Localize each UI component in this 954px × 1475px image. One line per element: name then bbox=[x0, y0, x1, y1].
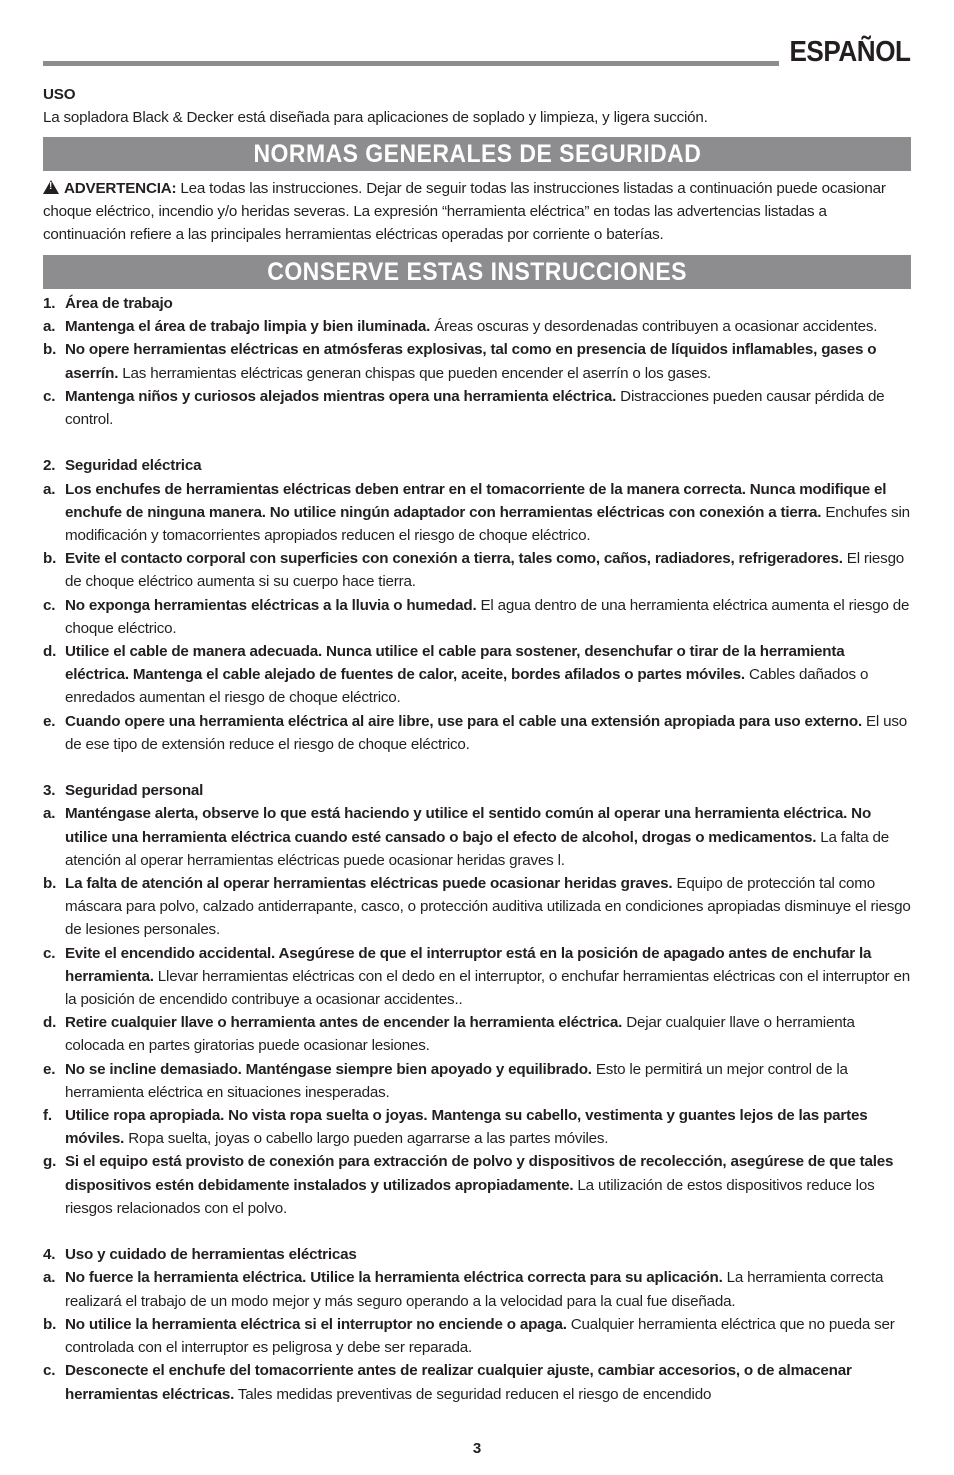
section-spacer bbox=[43, 431, 911, 454]
section-title: Área de trabajo bbox=[65, 295, 173, 312]
item-letter: b. bbox=[43, 341, 57, 359]
uso-section bbox=[43, 83, 911, 129]
list-item bbox=[43, 942, 911, 1012]
warning-paragraph bbox=[43, 177, 911, 247]
section-number: 4. bbox=[43, 1246, 56, 1264]
item-letter: e. bbox=[43, 712, 56, 730]
keep-instructions-banner bbox=[43, 255, 911, 289]
list-item bbox=[43, 710, 911, 756]
section-heading bbox=[43, 1243, 911, 1266]
list-item bbox=[43, 1011, 911, 1057]
item-bold-text: Cuando opere una herramienta eléctrica al aire libre, use para el cable una extensión apropiada para uso externo. bbox=[65, 712, 862, 730]
page-number: 3 bbox=[472, 1440, 482, 1457]
list-item bbox=[43, 1104, 911, 1150]
warning-text: Lea todas las instrucciones. Dejar de seguir todas las instrucciones listadas a continuación puede ocasionar choque eléctrico, incendio y/o heridas severas. La expresión “herramienta eléctrica” en todas las advertencias listadas a continuación refiere a las principales herramientas eléctricas operadas por corriente o baterías. bbox=[43, 180, 886, 244]
item-letter: b. bbox=[43, 875, 57, 893]
item-text: Ropa suelta, joyas o cabello largo pueden agarrarse a las partes móviles. bbox=[124, 1130, 609, 1148]
list-item bbox=[43, 802, 911, 872]
item-text: La utilización de estos dispositivos reduce los riesgos relacionados con el polvo. bbox=[65, 1176, 875, 1217]
item-text: La herramienta correcta realizará el trabajo de un modo mejor y más seguro operando a la velocidad para la cual fue diseñada. bbox=[65, 1269, 884, 1310]
item-letter: c. bbox=[43, 387, 56, 405]
section-number: 3. bbox=[43, 782, 56, 800]
uso-text: La sopladora Black & Decker está diseñada para aplicaciones de soplado y limpieza, y ligera succión. bbox=[43, 109, 708, 127]
item-text: Dejar cualquier llave o herramienta colocada en partes giratorias puede ocasionar lesiones. bbox=[65, 1014, 855, 1055]
item-letter: c. bbox=[43, 944, 56, 962]
item-letter: c. bbox=[43, 1362, 56, 1380]
item-text: Cualquier herramienta eléctrica que no pueda ser controlada con el interruptor es peligrosa y debe ser reparada. bbox=[65, 1315, 895, 1357]
uso-title: USO bbox=[43, 86, 76, 103]
section-title: Uso y cuidado de herramientas eléctricas bbox=[65, 1246, 357, 1264]
section-title: Seguridad eléctrica bbox=[65, 457, 202, 475]
item-bold-text: Evite el contacto corporal con superficies con conexión a tierra, tales como, caños, radiadores, refrigeradores. bbox=[65, 550, 843, 568]
item-letter: a. bbox=[43, 805, 56, 823]
item-letter: c. bbox=[43, 596, 56, 614]
list-item bbox=[43, 1150, 911, 1220]
list-item bbox=[43, 1058, 911, 1104]
section-spacer bbox=[43, 756, 911, 779]
item-letter: a. bbox=[43, 318, 56, 336]
list-item bbox=[43, 478, 911, 548]
list-item bbox=[43, 547, 911, 593]
list-item bbox=[43, 594, 911, 640]
section-number: 2. bbox=[43, 457, 56, 475]
warning-label: ADVERTENCIA: bbox=[64, 180, 177, 197]
section-heading bbox=[43, 454, 911, 477]
list-item bbox=[43, 1359, 911, 1405]
item-bold-text: Retire cualquier llave o herramienta antes de encender la herramienta eléctrica. bbox=[65, 1014, 623, 1032]
item-text: Enchufes sin modificación y tomacorrientes apropiados reducen el riesgo de choque eléctrico. bbox=[65, 503, 910, 545]
list-item bbox=[43, 315, 911, 338]
item-text: Llevar herramientas eléctricas con el dedo en el interruptor, o enchufar herramientas eléctricas con el interruptor en la posición de encendido contribuye a ocasionar accidentes.. bbox=[65, 967, 911, 1009]
item-letter: d. bbox=[43, 643, 57, 661]
list-item bbox=[43, 872, 911, 942]
header-rule bbox=[43, 61, 779, 66]
section-heading bbox=[43, 292, 911, 315]
list-item bbox=[43, 1313, 911, 1359]
list-item bbox=[43, 640, 911, 710]
section-number: 1. bbox=[43, 295, 56, 312]
item-text: Esto le permitirá un mejor control de la herramienta eléctrica en situaciones inesperadas. bbox=[65, 1060, 848, 1101]
item-text: El agua dentro de una herramienta eléctrica aumenta el riesgo de choque eléctrico. bbox=[65, 596, 910, 637]
item-bold-text: La falta de atención al operar herramientas eléctricas puede ocasionar heridas graves. bbox=[65, 875, 673, 893]
item-bold-text: No utilice la herramienta eléctrica si el interruptor no enciende o apaga. bbox=[65, 1315, 567, 1333]
item-bold-text: Utilice el cable de manera adecuada. Nunca utilice el cable para sostener, desenchufar o tirar de la herramienta eléctrica. Mantenga el cable alejado de fuentes de calor, aceite, bordes afilados o partes móviles. bbox=[65, 643, 845, 684]
list-item bbox=[43, 385, 911, 431]
safety-sections bbox=[43, 292, 911, 1406]
item-bold-text: Mantenga el área de trabajo limpia y bien iluminada. bbox=[65, 318, 431, 336]
item-text: Cables dañados o enredados aumentan el riesgo de choque eléctrico. bbox=[65, 666, 869, 707]
item-letter: f. bbox=[43, 1107, 52, 1125]
item-letter: a. bbox=[43, 480, 56, 498]
item-bold-text: No exponga herramientas eléctricas a la lluvia o humedad. bbox=[65, 596, 477, 614]
section-title: Seguridad personal bbox=[65, 782, 204, 800]
language-title: ESPAÑOL bbox=[789, 36, 911, 68]
keep-banner-text: CONSERVE ESTAS INSTRUCCIONES bbox=[267, 258, 687, 286]
item-text: El riesgo de choque eléctrico aumenta si su cuerpo hace tierra. bbox=[65, 550, 905, 591]
item-bold-text: Mantenga niños y curiosos alejados mientras opera una herramienta eléctrica. bbox=[65, 387, 617, 405]
item-letter: e. bbox=[43, 1060, 56, 1078]
item-bold-text: Si el equipo está provisto de conexión para extracción de polvo y dispositivos de recolección, asegúrese de que tales dispositivos estén debidamente instalados y utilizados apropiadamente. bbox=[65, 1153, 894, 1194]
item-text: El uso de ese tipo de extensión reduce el riesgo de choque eléctrico. bbox=[65, 712, 908, 753]
item-bold-text: No fuerce la herramienta eléctrica. Utilice la herramienta eléctrica correcta para su aplicación. bbox=[65, 1269, 723, 1287]
safety-banner-text: NORMAS GENERALES DE SEGURIDAD bbox=[253, 140, 701, 168]
item-text: Tales medidas preventivas de seguridad reducen el riesgo de encendido bbox=[234, 1385, 712, 1403]
list-item bbox=[43, 1266, 911, 1312]
item-letter: b. bbox=[43, 1315, 57, 1333]
item-bold-text: Manténgase alerta, observe lo que está haciendo y utilice el sentido común al operar una herramienta eléctrica. No utilice una herramienta eléctrica cuando esté cansado o bajo el efecto de alcohol, drogas o medicamentos. bbox=[65, 805, 872, 846]
item-letter: d. bbox=[43, 1014, 57, 1032]
item-text: Distracciones pueden causar pérdida de control. bbox=[65, 387, 885, 429]
section-heading bbox=[43, 779, 911, 802]
item-text: Las herramientas eléctricas generan chispas que pueden encender el aserrín o los gases. bbox=[118, 364, 712, 382]
item-bold-text: Utilice ropa apropiada. No vista ropa suelta o joyas. Mantenga su cabello, vestimenta y guantes lejos de las partes móviles. bbox=[65, 1107, 868, 1148]
item-bold-text: Los enchufes de herramientas eléctricas deben entrar en el tomacorriente de la manera correcta. Nunca modifique el enchufe de ninguna manera. No utilice ningún adaptador con herramientas eléctricas con conexión a tierra. bbox=[65, 480, 887, 521]
item-bold-text: Evite el encendido accidental. Asegúrese de que el interruptor está en la posición de apagado antes de enchufar la herramienta. bbox=[65, 944, 872, 985]
item-letter: b. bbox=[43, 550, 57, 568]
item-text: Áreas oscuras y desordenadas contribuyen a ocasionar accidentes. bbox=[430, 318, 878, 336]
item-bold-text: No opere herramientas eléctricas en atmósferas explosivas, tal como en presencia de líquidos inflamables, gases o aserrín. bbox=[65, 341, 877, 382]
list-item bbox=[43, 338, 911, 384]
item-bold-text: No se incline demasiado. Manténgase siempre bien apoyado y equilibrado. bbox=[65, 1060, 592, 1078]
item-letter: a. bbox=[43, 1269, 56, 1287]
safety-banner bbox=[43, 137, 911, 171]
item-letter: g. bbox=[43, 1153, 57, 1171]
item-text: La falta de atención al operar herramientas eléctricas puede ocasionar heridas graves l. bbox=[65, 828, 890, 869]
section-spacer bbox=[43, 1220, 911, 1243]
warning-triangle-icon bbox=[43, 180, 59, 194]
item-bold-text: Desconecte el enchufe del tomacorriente antes de realizar cualquier ajuste, cambiar accesorios, o de almacenar herramientas eléctricas. bbox=[65, 1362, 852, 1403]
item-text: Equipo de protección tal como máscara para polvo, calzado antiderrapante, casco, o protección auditiva utilizada en condiciones apropiadas disminuye el riesgo de lesiones personales. bbox=[65, 875, 911, 939]
